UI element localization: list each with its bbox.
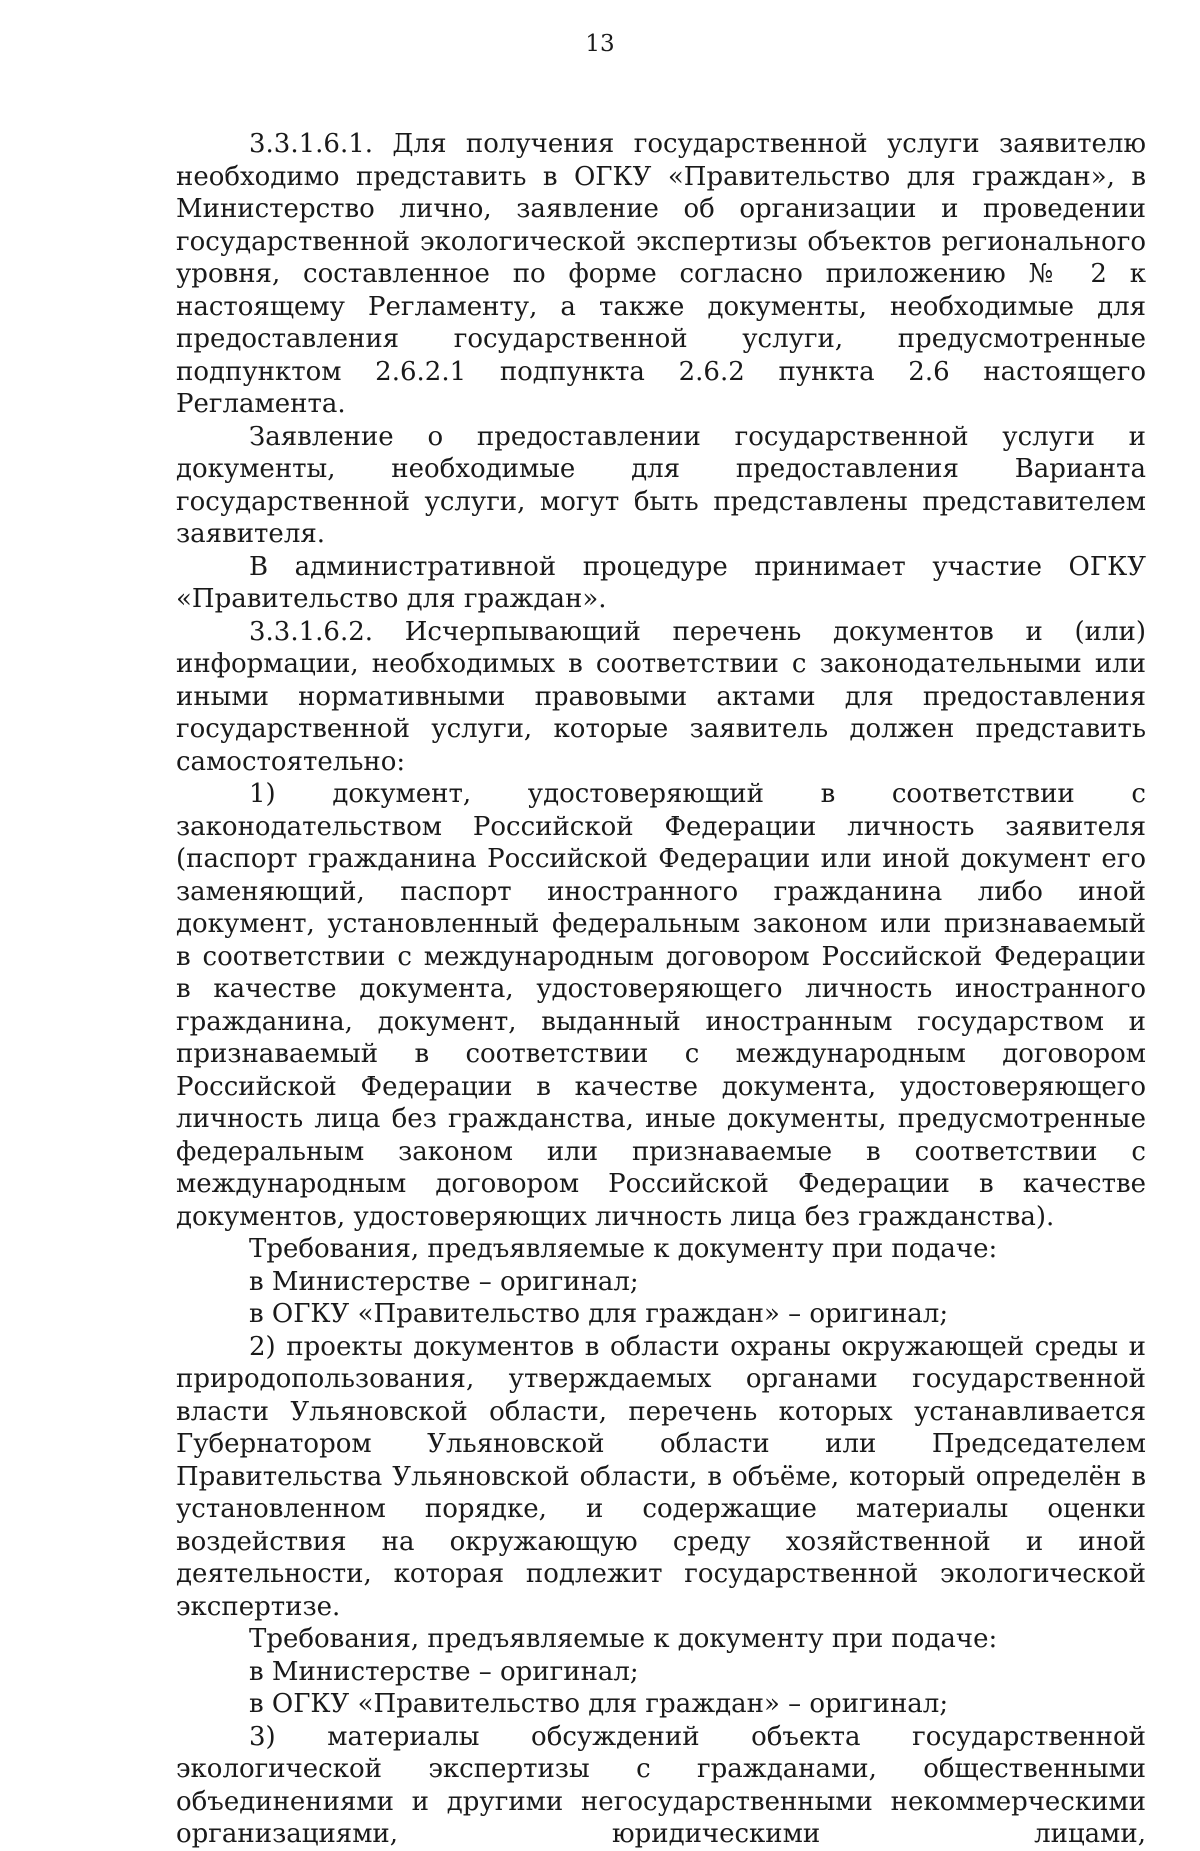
requirements-heading: Требования, предъявляемые к документу при подаче: [249,1624,998,1654]
requirement-ogku: в ОГКУ «Правительство для граждан» – оригинал; [249,1689,949,1719]
paragraph-participation: В административной процедуре принимает участие ОГКУ «Правительство для граждан». [176,551,1146,614]
list-item-2: 2) проекты документов в области охраны окружающей среды и природопользования, утверждаемых органами государственной власти Ульяновской области, перечень которых устанавливается Губернатором Ульяновской области или Председателем Правительства Ульяновской области, в объёме, который определён в установленном порядке, и содержащие материалы оценки воздействия на окружающую среду хозяйственной и иной деятельности, которая подлежит государственной экологической экспертизе. [176,1331,1146,1622]
requirement-ogku: в ОГКУ «Правительство для граждан» – оригинал; [249,1299,949,1329]
requirements-heading: Требования, предъявляемые к документу при подаче: [249,1234,998,1264]
paragraph-representative: Заявление о предоставлении государственной услуги и документы, необходимые для предоставления Варианта государственной услуги, могут быть представлены представителем заявителя. [176,421,1146,549]
requirement-ministry: в Министерстве – оригинал; [249,1266,639,1297]
document-body [176,128,1146,1851]
requirement-ministry: в Министерстве – оригинал; [249,1656,639,1687]
paragraph-3-3-1-6-1: 3.3.1.6.1. Для получения государственной услуги заявителю необходимо представить в ОГКУ «Правительство для граждан», в Министерство лично, заявление об организации и проведении государственной экологической экспертизы объектов регионального уровня, составленное по форме согласно приложению № 2 к настоящему Регламенту, а также документы, необходимые для предоставления государственной услуги, предусмотренные подпунктом 2.6.2.1 подпункта 2.6.2 пункта 2.6 настоящего Регламента. [176,129,1146,419]
list-item-1: 1) документ, удостоверяющий в соответствии с законодательством Российской Федерации личность заявителя (паспорт гражданина Российской Федерации или иной документ его заменяющий, паспорт иностранного гражданина либо иной документ, установленный федеральным законом или признаваемый в соответствии с международным договором Российской Федерации в качестве документа, удостоверяющего личность иностранного гражданина, документ, выданный иностранным государством и признаваемый в соответствии с международным договором Российской Федерации в качестве документа, удостоверяющего личность лица без гражданства, иные документы, предусмотренные федеральным законом или признаваемые в соответствии с международным договором Российской Федерации в качестве документов, удостоверяющих личность лица без гражданства). [176,779,1146,1232]
paragraph-3-3-1-6-2: 3.3.1.6.2. Исчерпывающий перечень документов и (или) информации, необходимых в соответствии с законодательными или иными нормативными правовыми актами для предоставления государственной услуги, которые заявитель должен представить самостоятельно: [176,616,1146,777]
page-number: 13 [585,31,615,57]
list-item-3: 3) материалы обсуждений объекта государственной экологической экспертизы с гражданами, общественными объединениями и другими негосударственными некоммерческими организациями, юридическими лицами, [176,1721,1146,1849]
